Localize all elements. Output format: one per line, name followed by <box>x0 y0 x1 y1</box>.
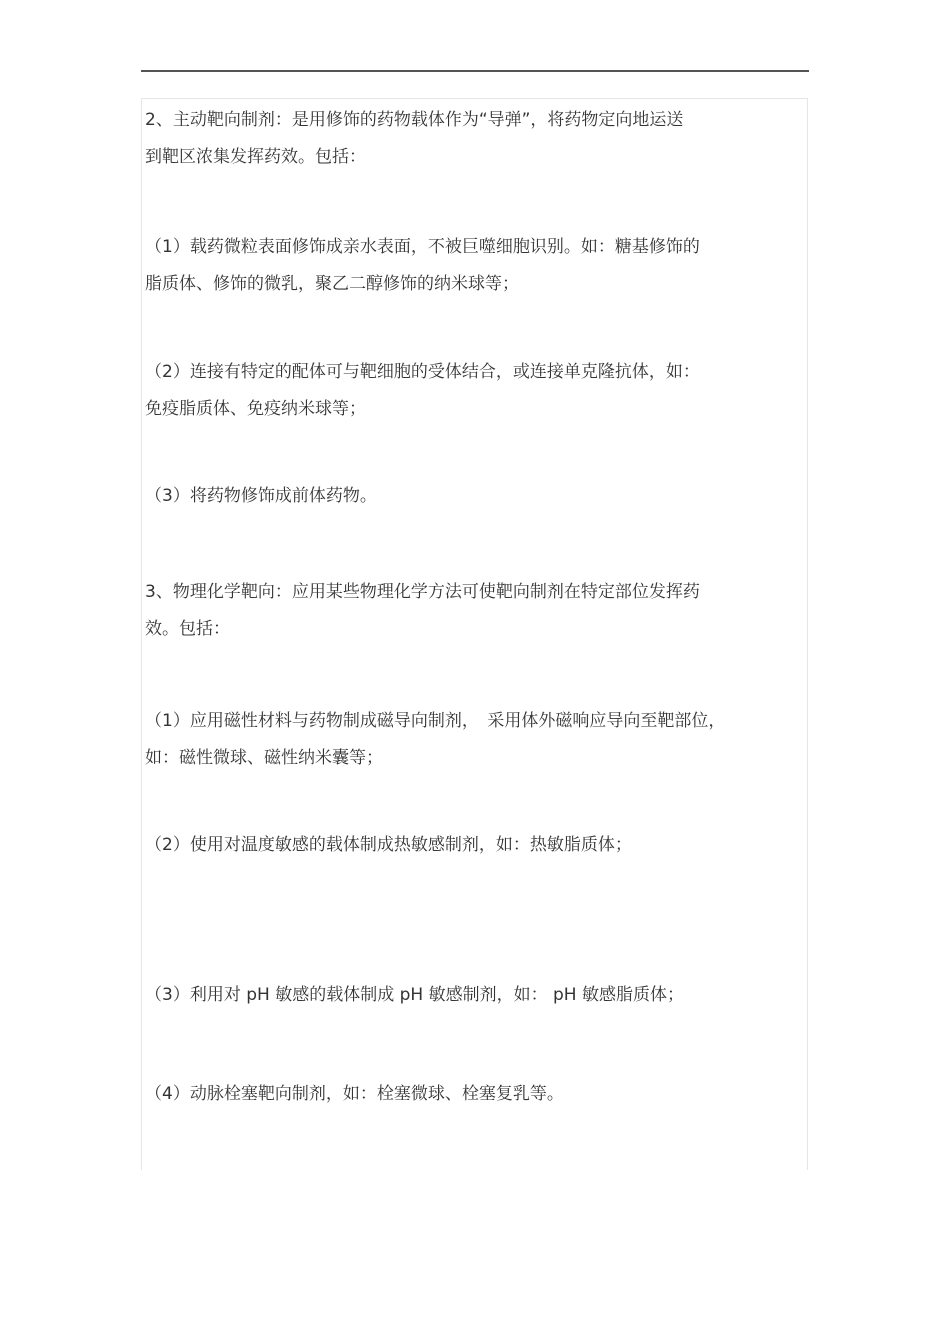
header-rule <box>141 70 809 72</box>
paragraph-physchem-targeting <box>145 574 795 648</box>
paragraph-active-targeting <box>145 102 795 176</box>
text-line: （4）动脉栓塞靶向制剂，如：栓塞微球、栓塞复乳等。 <box>145 1084 564 1104</box>
text-line: 2、主动靶向制剂：是用修饰的药物载体作为“导弹”，将药物定向地运送 <box>145 110 684 130</box>
text-line: 免疫脂质体、免疫纳米球等； <box>145 399 366 419</box>
text-line: 到靶区浓集发挥药效。包括： <box>145 147 366 167</box>
text-line: （1）应用磁性材料与药物制成磁导向制剂， 采用体外磁响应导向至靶部位， <box>145 711 726 731</box>
paragraph-physchem-item-1 <box>145 703 795 777</box>
text-line: 如：磁性微球、磁性纳米囊等； <box>145 748 383 768</box>
text-line: （3）将药物修饰成前体药物。 <box>145 486 377 506</box>
text-line: （1）载药微粒表面修饰成亲水表面，不被巨噬细胞识别。如：糖基修饰的 <box>145 237 700 257</box>
text-line: （2）使用对温度敏感的载体制成热敏感制剂，如：热敏脂质体； <box>145 835 632 855</box>
text-line: 效。包括： <box>145 619 230 639</box>
paragraph-active-item-3 <box>145 478 795 515</box>
text-line: （3）利用对 pH 敏感的载体制成 pH 敏感制剂，如： pH 敏感脂质体； <box>145 985 684 1005</box>
paragraph-physchem-item-4 <box>145 1076 795 1113</box>
paragraph-physchem-item-2 <box>145 827 795 864</box>
paragraph-active-item-1 <box>145 229 795 303</box>
paragraph-physchem-item-3 <box>145 977 795 1014</box>
text-line: （2）连接有特定的配体可与靶细胞的受体结合，或连接单克隆抗体，如： <box>145 362 700 382</box>
paragraph-active-item-2 <box>145 354 795 428</box>
text-line: 脂质体、修饰的微乳，聚乙二醇修饰的纳米球等； <box>145 274 519 294</box>
text-line: 3、物理化学靶向：应用某些物理化学方法可使靶向制剂在特定部位发挥药 <box>145 582 700 602</box>
